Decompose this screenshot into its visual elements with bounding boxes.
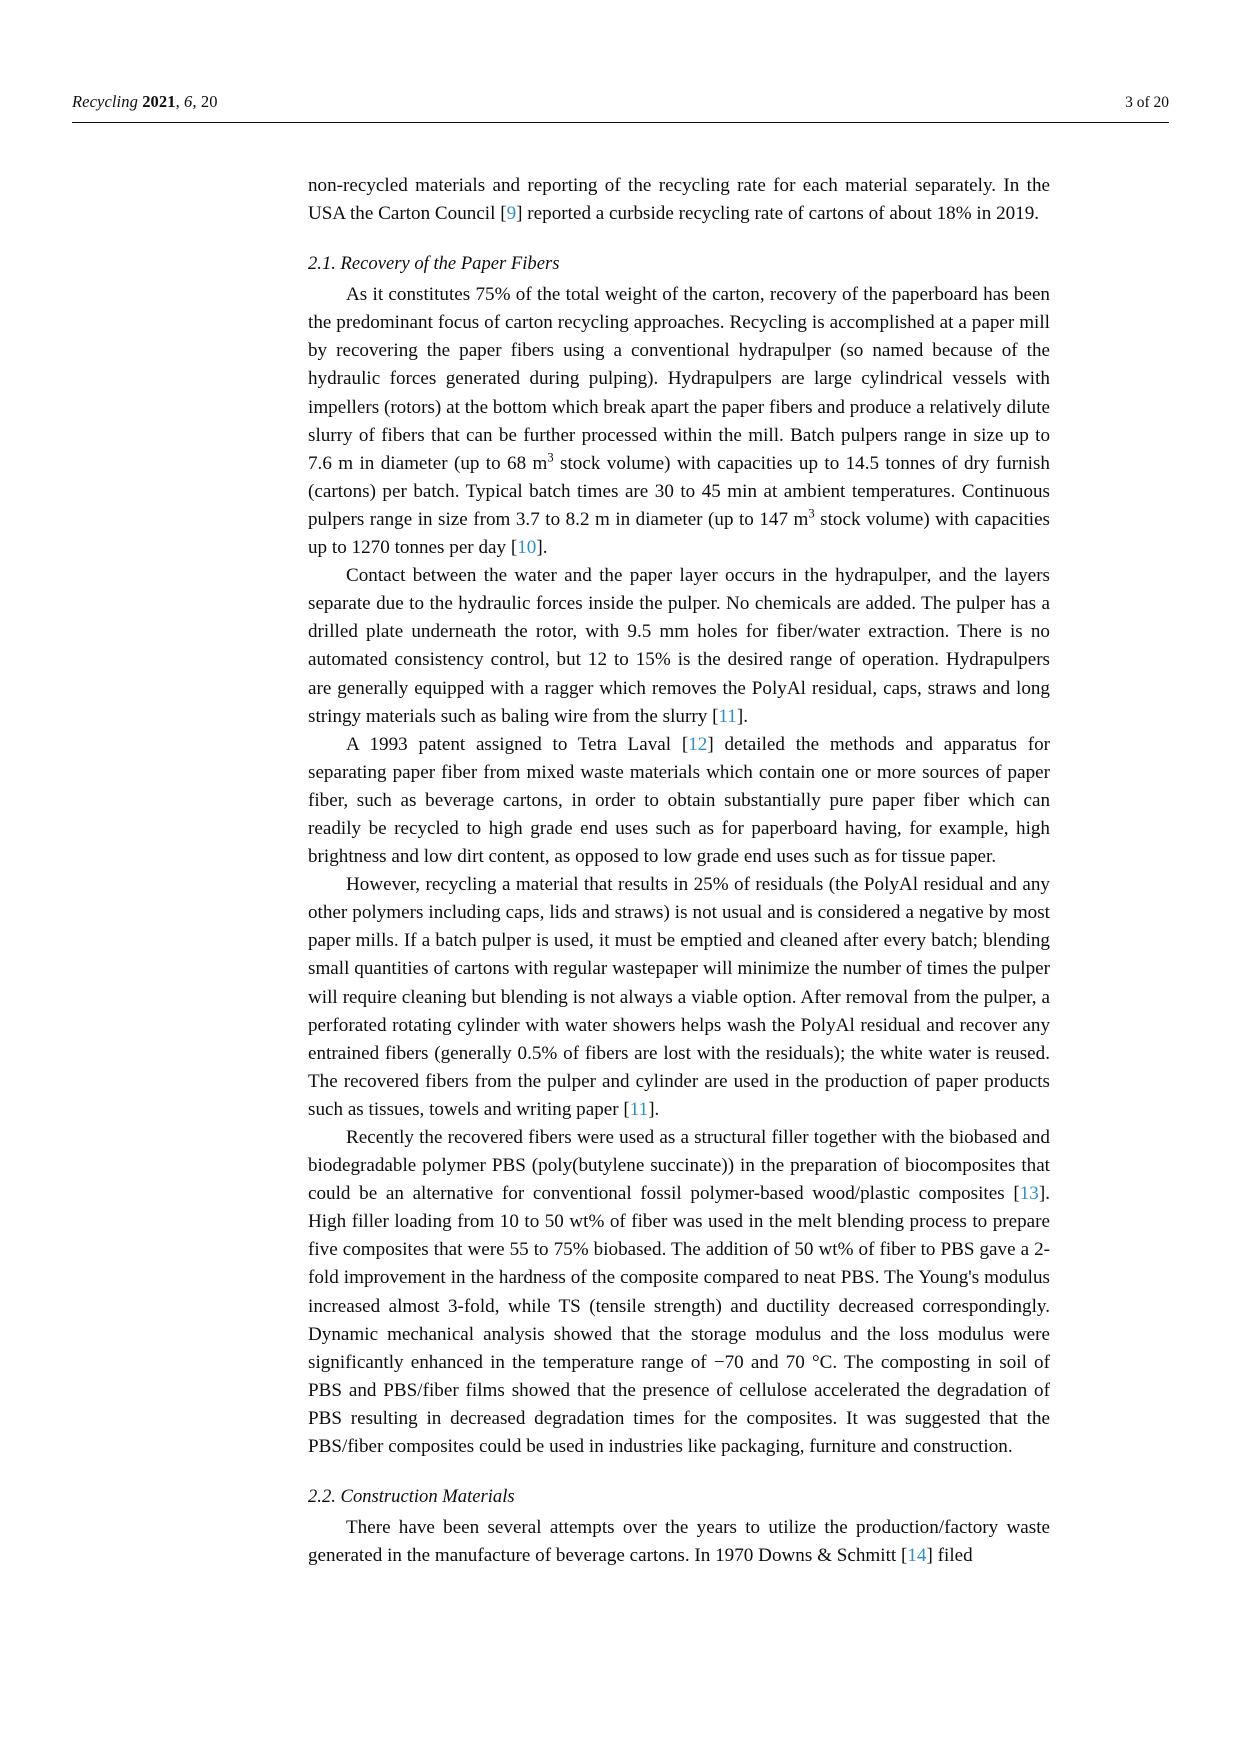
paragraph-water-contact [308, 562, 1050, 731]
superscript-cubic-1: 3 [547, 450, 554, 465]
running-head-citation [72, 92, 218, 112]
section-heading-2-1: 2.1. Recovery of the Paper Fibers [308, 253, 560, 275]
comma-2: , [192, 92, 201, 111]
superscript-cubic-2: 3 [808, 506, 815, 521]
journal-year: 2021 [142, 92, 176, 111]
citation-link-11-b[interactable]: 11 [629, 1098, 649, 1120]
journal-volume: 6 [184, 92, 193, 111]
paragraph-patent-text-b: ] detailed the methods and apparatus for separating paper fiber from mixed waste materials which contain one or more sources of paper fiber, such as beverage cartons, in order to obtain substantially pure paper fiber which can readily be recycled to high grade end uses such as for paperboard having, for example, high brightness and low dirt content, as opposed to low grade end uses such as for tissue paper. [308, 733, 1050, 868]
paragraph-residuals [308, 871, 1050, 1124]
citation-link-9[interactable]: 9 [506, 203, 517, 225]
paragraph-fiber-text-a: As it constitutes 75% of the total weight of the carton, recovery of the paperboard has been the predominant focus of carton recycling approaches. Recycling is accomplished at a paper mill by recovering the paper fibers using a conventional hydrapulper (so named because of the hydraulic forces generated during pulping). Hydrapulpers are large cylindrical vessels with impellers (rotors) at the bottom which break apart the paper fibers and produce a relatively dilute slurry of fibers that can be further processed within the mill. Batch pulpers range in size up to 7.6 m in diameter (up to 68 m [308, 284, 1050, 474]
paragraph-construction-text-a: There have been several attempts over the years to utilize the production/factory waste generated in the manufacture of beverage cartons. In 1970 Downs & Schmitt [ [308, 1517, 1050, 1567]
citation-link-14[interactable]: 14 [907, 1545, 927, 1567]
paragraph-pbs-text-a: Recently the recovered fibers were used as a structural filler together with the biobased and biodegradable polymer PBS (poly(butylene succinate)) in the preparation of biocomposites that could be an alternative for conventional fossil polymer-based wood/plastic composites [ [308, 1127, 1050, 1205]
paragraph-intro-text-a: non-recycled materials and reporting of the recycling rate for each material separately. In the USA the Carton Council [ [308, 175, 1050, 225]
citation-link-13[interactable]: 13 [1019, 1183, 1039, 1205]
paragraph-construction-text-b: ] filed [926, 1545, 973, 1567]
spacer [308, 1461, 1050, 1483]
paragraph-pbs-composites [308, 1124, 1050, 1461]
paragraph-fiber-recovery [308, 281, 1050, 562]
comma-1: , [175, 92, 185, 111]
paragraph-pbs-text-b: ]. High filler loading from 10 to 50 wt% of fiber was used in the melt blending process to prepare five composites that were 55 to 75% biobased. The addition of 50 wt% of fiber to PBS gave a 2-fold improvement in the hardness of the composite compared to neat PBS. The Young's modulus increased almost 3-fold, while TS (tensile strength) and ductility decreased correspondingly. Dynamic mechanical analysis showed that the storage modulus and the loss modulus were significantly enhanced in the temperature range of −70 and 70 °C. The composting in soil of PBS and PBS/fiber films showed that the presence of cellulose accelerated the degradation of PBS resulting in decreased degradation times for the composites. It was suggested that the PBS/fiber composites could be used in industries like packaging, furniture and construction. [308, 1183, 1050, 1458]
citation-link-11-a[interactable]: 11 [718, 705, 737, 727]
section-heading-2-2: 2.2. Construction Materials [308, 1486, 515, 1508]
paragraph-residual-text-a: However, recycling a material that results in 25% of residuals (the PolyAl residual and any other polymers including caps, lids and straws) is not usual and is considered a negative by most paper mills. If a batch pulper is used, it must be emptied and cleaned after every batch; blending small quantities of cartons with regular wastepaper will minimize the number of times the pulper will require cleaning but blending is not always a viable option. After removal from the pulper, a perforated rotating cylinder with water showers helps wash the PolyAl residual and recover any entrained fibers (generally 0.5% of fibers are lost with the residuals); the white water is reused. The recovered fibers from the pulper and cylinder are used in the production of paper products such as tissues, towels and writing paper [ [308, 874, 1050, 1120]
paragraph-contact-text-a: Contact between the water and the paper layer occurs in the hydrapulper, and the layers separate due to the hydraulic forces inside the pulper. No chemicals are added. The pulper has a drilled plate underneath the rotor, with 9.5 mm holes for fiber/water extraction. There is no automated consistency control, but 12 to 15% is the desired range of operation. Hydrapulpers are generally equipped with a ragger which removes the PolyAl residual, caps, straws and long stringy materials such as baling wire from the slurry [ [308, 565, 1050, 727]
text-column [308, 172, 1050, 1570]
paragraph-fiber-text-b: stock volume) with capacities up to 14.5 tonnes of dry furnish (cartons) per batch. Typical batch times are 30 to 45 min at ambient temperatures. Continuous pulpers range in size from 3.7 to 8.2 m in diameter (up to 147 m [308, 452, 1050, 530]
running-head [72, 92, 1169, 113]
header-rule [72, 122, 1169, 123]
journal-article-number: 20 [200, 92, 218, 111]
journal-name: Recycling [72, 92, 138, 111]
paragraph-residual-text-b: ]. [648, 1098, 660, 1120]
spacer [308, 228, 1050, 250]
citation-link-10[interactable]: 10 [517, 537, 537, 559]
paragraph-intro-text-b: ] reported a curbside recycling rate of cartons of about 18% in 2019. [516, 203, 1040, 225]
citation-link-12[interactable]: 12 [688, 733, 708, 755]
paragraph-intro [308, 172, 1050, 228]
paragraph-patent-text-a: A 1993 patent assigned to Tetra Laval [ [346, 733, 689, 755]
paragraph-contact-text-b: ]. [736, 705, 748, 727]
page-indicator: 3 of 20 [1125, 94, 1169, 111]
paragraph-fiber-text-c: stock volume) with capacities up to 1270 tonnes per day [ [308, 508, 1050, 559]
paragraph-tetra-laval-patent [308, 731, 1050, 871]
paragraph-construction-materials [308, 1514, 1050, 1570]
paragraph-fiber-text-d: ]. [536, 537, 548, 559]
